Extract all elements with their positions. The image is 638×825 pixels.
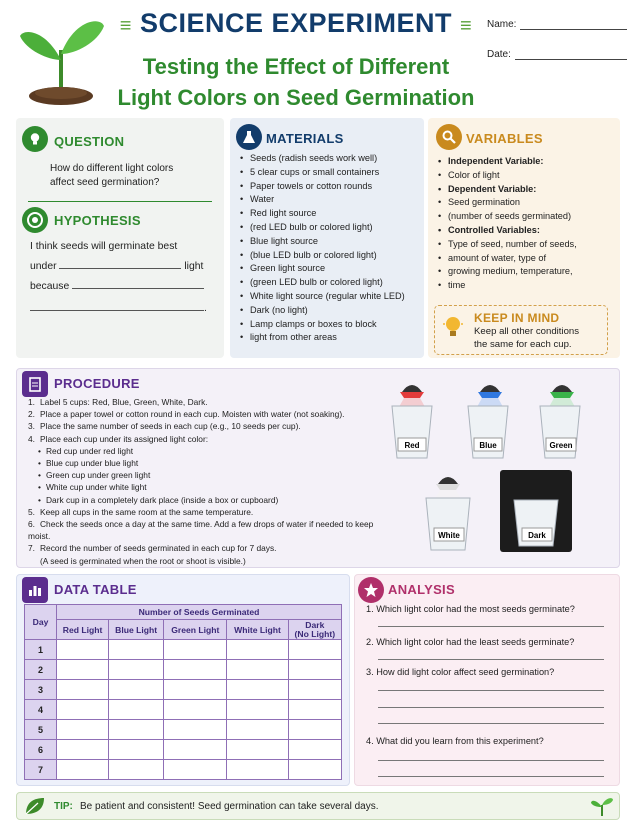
header bbox=[0, 0, 638, 112]
materials-heading: MATERIALS bbox=[266, 131, 344, 146]
divider bbox=[28, 201, 212, 202]
analysis-question-2: 2. Which light color had the least seeds germinate? bbox=[366, 637, 575, 647]
step-bullet: • White cup under white light bbox=[28, 481, 388, 493]
procedure-heading: PROCEDURE bbox=[54, 376, 140, 391]
independent-value: • Color of light bbox=[438, 169, 618, 183]
tip-text: Be patient and consistent! Seed germination can take several days. bbox=[80, 801, 379, 812]
hypothesis-because-row bbox=[30, 279, 204, 294]
dependent-label: • Dependent Variable: bbox=[438, 183, 618, 197]
answer-line[interactable] bbox=[378, 690, 604, 691]
list-item-sub: • (green LED bulb or colored light) bbox=[240, 276, 422, 290]
sprout-icon bbox=[16, 10, 106, 105]
col-dark: Dark (No Light) bbox=[288, 620, 341, 640]
step-bullet: • Green cup under green light bbox=[28, 469, 388, 481]
keep-line-2: the same for each cup. bbox=[474, 339, 572, 350]
question-hypothesis-panel bbox=[16, 118, 224, 358]
hypothesis-line-1: I think seeds will germinate best bbox=[30, 241, 178, 252]
list-item: • Seeds (radish seeds work well) bbox=[240, 152, 422, 166]
star-icon bbox=[358, 577, 384, 603]
table-row: 1 bbox=[25, 640, 342, 660]
controlled-label: • Controlled Variables: bbox=[438, 224, 618, 238]
answer-line[interactable] bbox=[378, 760, 604, 761]
group-header: Number of Seeds Germinated bbox=[57, 605, 342, 620]
under-label: under bbox=[30, 261, 57, 272]
answer-line[interactable] bbox=[378, 626, 604, 627]
idea-bulb-icon bbox=[442, 314, 464, 340]
list-item: • Paper towels or cotton rounds bbox=[240, 180, 422, 194]
step: 1. Label 5 cups: Red, Blue, Green, White, Dark. bbox=[28, 397, 208, 407]
seedling-icon bbox=[590, 795, 614, 817]
table-row: 5 bbox=[25, 720, 342, 740]
table-row: 4 bbox=[25, 700, 342, 720]
name-field[interactable] bbox=[520, 20, 627, 30]
tip-label: TIP: bbox=[54, 801, 73, 812]
period: . bbox=[204, 303, 207, 314]
list-item: • Dark (no light) bbox=[240, 304, 422, 318]
lightbulb-icon bbox=[22, 126, 48, 152]
question-heading: QUESTION bbox=[54, 134, 125, 149]
list-item: • White light source (regular white LED) bbox=[240, 290, 422, 304]
data-table-heading: DATA TABLE bbox=[54, 582, 137, 597]
materials-list bbox=[240, 152, 422, 345]
kicker-title: SCIENCE EXPERIMENT bbox=[139, 8, 453, 38]
because-blank[interactable] bbox=[72, 279, 204, 289]
analysis-question-4: 4. What did you learn from this experiment? bbox=[366, 736, 544, 746]
table-row: 6 bbox=[25, 740, 342, 760]
cup-label-green: Green bbox=[549, 441, 573, 450]
analysis-heading: ANALYSIS bbox=[388, 582, 455, 597]
question-line-1: How do different light colors bbox=[50, 163, 174, 174]
col-green: Green Light bbox=[164, 620, 227, 640]
step-note: (A seed is germinated when the root or shoot is visible.) bbox=[40, 555, 246, 566]
table-row: 7 bbox=[25, 760, 342, 780]
col-red: Red Light bbox=[57, 620, 109, 640]
step-bullet: • Dark cup in a completely dark place (inside a box or cupboard) bbox=[28, 494, 388, 506]
deco-right-icon: ≡ bbox=[460, 15, 473, 37]
cup-label-blue: Blue bbox=[479, 441, 497, 450]
target-icon bbox=[22, 207, 48, 233]
name-label: Name: bbox=[487, 19, 517, 30]
list-item: • Blue light source bbox=[240, 235, 422, 249]
procedure-steps bbox=[28, 396, 388, 567]
clipboard-icon bbox=[22, 371, 48, 397]
because-label: because bbox=[30, 281, 70, 292]
list-item-sub: • (red LED bulb or colored light) bbox=[240, 221, 422, 235]
dependent-value: • (number of seeds germinated) bbox=[438, 210, 618, 224]
hypothesis-under-row bbox=[30, 259, 203, 274]
magnifier-icon bbox=[436, 124, 462, 150]
flask-icon bbox=[236, 124, 262, 150]
light-label: light bbox=[184, 261, 204, 272]
title-line-2: Light Colors on Seed Germination bbox=[117, 85, 475, 110]
analysis-question-1: 1. Which light color had the most seeds germinate? bbox=[366, 604, 575, 614]
independent-label: • Independent Variable: bbox=[438, 155, 618, 169]
step: 6. Check the seeds once a day at the same time. Add a few drops of water if needed to keep moist. bbox=[28, 519, 374, 542]
answer-line[interactable] bbox=[378, 707, 604, 708]
col-white: White Light bbox=[227, 620, 288, 640]
under-blank[interactable] bbox=[59, 259, 181, 269]
leaf-icon bbox=[24, 796, 46, 816]
day-header: Day bbox=[25, 605, 57, 640]
col-blue: Blue Light bbox=[109, 620, 164, 640]
list-item: • Green light source bbox=[240, 262, 422, 276]
deco-left-icon: ≡ bbox=[119, 15, 132, 37]
cup-label-red: Red bbox=[404, 441, 420, 450]
list-item: • Lamp clamps or boxes to block bbox=[240, 318, 422, 332]
list-item: • Red light source bbox=[240, 207, 422, 221]
title-line-1: Testing the Effect of Different bbox=[142, 54, 450, 79]
list-item: • 5 clear cups or small containers bbox=[240, 166, 422, 180]
controlled-value: • amount of water, type of bbox=[438, 252, 618, 266]
step: 4. Place each cup under its assigned light color: bbox=[28, 433, 209, 444]
bar-chart-icon bbox=[22, 577, 48, 603]
controlled-value: • growing medium, temperature, bbox=[438, 265, 618, 279]
hypothesis-heading: HYPOTHESIS bbox=[54, 213, 141, 228]
list-item-sub: • light from other areas bbox=[240, 331, 422, 345]
keep-line-1: Keep all other conditions bbox=[474, 326, 580, 337]
white-cup-icon bbox=[426, 498, 470, 550]
answer-line[interactable] bbox=[378, 776, 604, 777]
list-item-sub: • (blue LED bulb or colored light) bbox=[240, 249, 422, 263]
step: 3. Place the same number of seeds in each cup (e.g., 10 seeds per cup). bbox=[28, 421, 301, 432]
step-bullet: • Blue cup under blue light bbox=[28, 457, 388, 469]
cup-label-white: White bbox=[438, 531, 460, 540]
variables-heading: VARIABLES bbox=[466, 131, 543, 146]
dependent-value: • Seed germination bbox=[438, 196, 618, 210]
step-bullet: • Red cup under red light bbox=[28, 445, 388, 457]
variables-list bbox=[438, 155, 618, 293]
list-item: • Water bbox=[240, 193, 422, 207]
extra-blank[interactable] bbox=[30, 301, 204, 311]
step: 2. Place a paper towel or cotton round in each cup. Moisten with water (not soaking). bbox=[28, 409, 345, 420]
step: 5. Keep all cups in the same room at the same temperature. bbox=[28, 506, 254, 517]
student-fields bbox=[487, 16, 627, 76]
data-table bbox=[24, 604, 342, 780]
cup-label-dark: Dark bbox=[528, 531, 546, 540]
cups-illustration bbox=[390, 376, 618, 558]
hypothesis-last-row bbox=[30, 301, 207, 316]
table-row: 3 bbox=[25, 680, 342, 700]
controlled-value: • time bbox=[438, 279, 618, 293]
date-label: Date: bbox=[487, 49, 511, 60]
step: 7. Record the number of seeds germinated in each cup for 7 days. bbox=[28, 543, 277, 554]
answer-line[interactable] bbox=[378, 723, 604, 724]
date-field[interactable] bbox=[515, 50, 627, 60]
keep-heading: KEEP IN MIND bbox=[474, 311, 560, 325]
analysis-question-3: 3. How did light color affect seed germination? bbox=[366, 667, 555, 677]
table-row: 2 bbox=[25, 660, 342, 680]
controlled-value: • Type of seed, number of seeds, bbox=[438, 238, 618, 252]
question-line-2: affect seed germination? bbox=[50, 177, 160, 188]
answer-line[interactable] bbox=[378, 659, 604, 660]
